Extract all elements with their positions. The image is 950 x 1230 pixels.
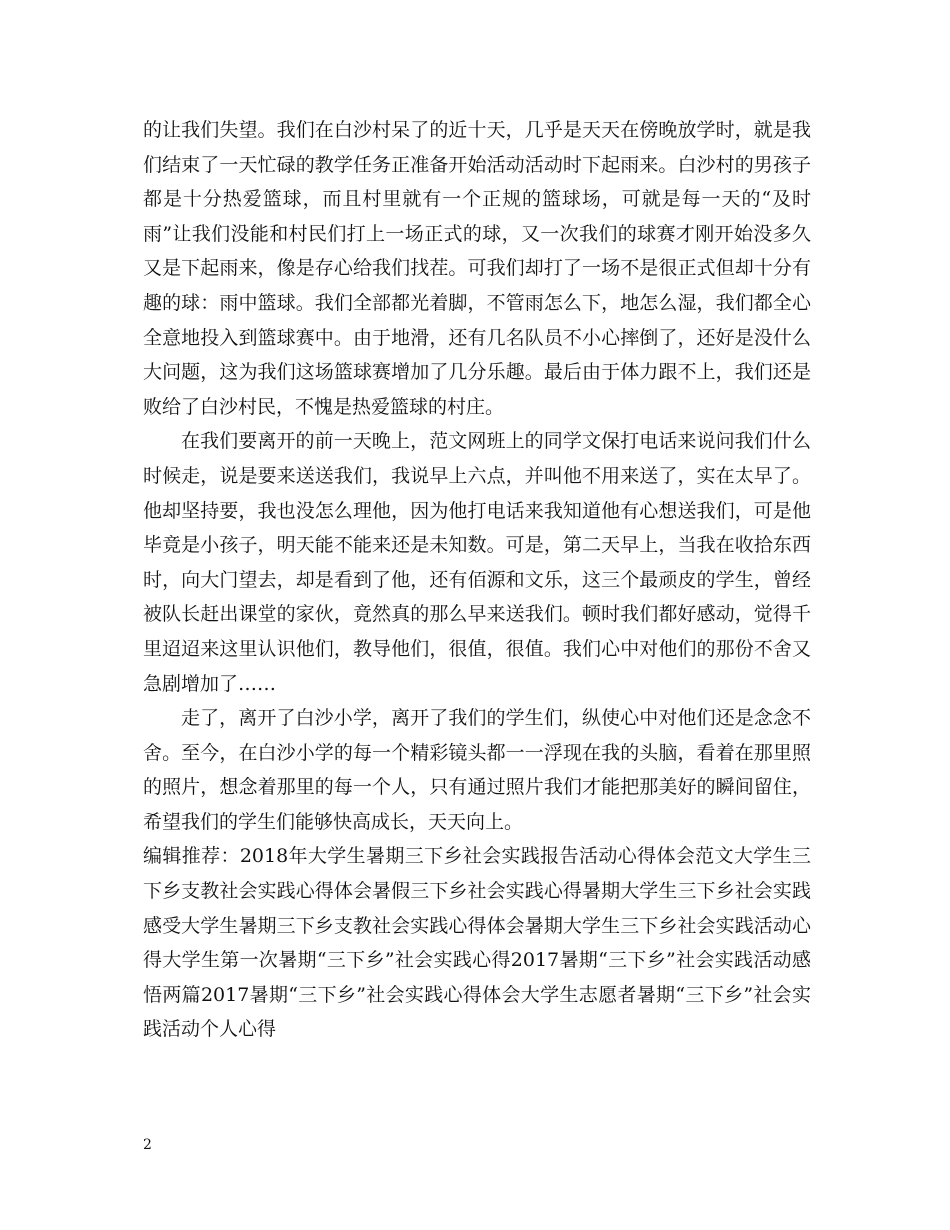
page-number: 2 (143, 1137, 152, 1153)
paragraph-basketball: 的让我们失望。我们在白沙村呆了的近十天，几乎是天天在傍晚放学时，就是我们结束了一天忙碌的教学任务正准备开始活动活动时下起雨来。白沙村的男孩子都是十分热爱篮球，而且村里就有一个正规的篮球场，可就是每一天的“及时雨”让我们没能和村民们打上一场正式的球，又一次我们的球赛才刚开始没多久又是下起雨来，像是存心给我们找茬。可我们却打了一场不是很正式但却十分有趣的球：雨中篮球。我们全部都光着脚，不管雨怎么下，地怎么湿，我们都全心全意地投入到篮球赛中。由于地滑，还有几名队员不小心摔倒了，还好是没什么大问题，这为我们这场篮球赛增加了几分乐趣。最后由于体力跟不上，我们还是败给了白沙村民，不愧是热爱篮球的村庄。 (143, 119, 811, 418)
body-text (143, 113, 811, 1047)
paragraph-farewell: 在我们要离开的前一天晚上，范文网班上的同学文保打电话来说问我们什么时候走，说是要来送送我们，我说早上六点，并叫他不用来送了，实在太早了。他却坚持要，我也没怎么理他，因为他打电话来我知道他有心想送我们，可是他毕竟是小孩子，明天能不能来还是未知数。可是，第二天早上，当我在收拾东西时，向大门望去，却是看到了他，还有佰源和文乐，这三个最顽皮的学生，曾经被队长赶出课堂的家伙，竟然真的那么早来送我们。顿时我们都好感动，觉得千里迢迢来这里认识他们，教导他们，很值，很值。我们心中对他们的那份不舍又急剧增加了…… (143, 430, 811, 695)
editor-recommendation: 编辑推荐：2018年大学生暑期三下乡社会实践报告活动心得体会范文大学生三下乡支教社会实践心得体会暑假三下乡社会实践心得暑期大学生三下乡社会实践感受大学生暑期三下乡支教社会实践心得体会暑期大学生三下乡社会实践活动心得大学生第一次暑期“三下乡”社会实践心得2017暑期“三下乡”社会实践活动感悟两篇2017暑期“三下乡”社会实践心得体会大学生志愿者暑期“三下乡”社会实践活动个人心得 (143, 845, 811, 1041)
paragraph-memories: 走了，离开了白沙小学，离开了我们的学生们，纵使心中对他们还是念念不舍。至今，在白沙小学的每一个精彩镜头都一一浮现在我的头脑，看着在那里照的照片，想念着那里的每一个人，只有通过照片我们才能把那美好的瞬间留住，希望我们的学生们能够快高成长，天天向上。 (143, 707, 811, 833)
